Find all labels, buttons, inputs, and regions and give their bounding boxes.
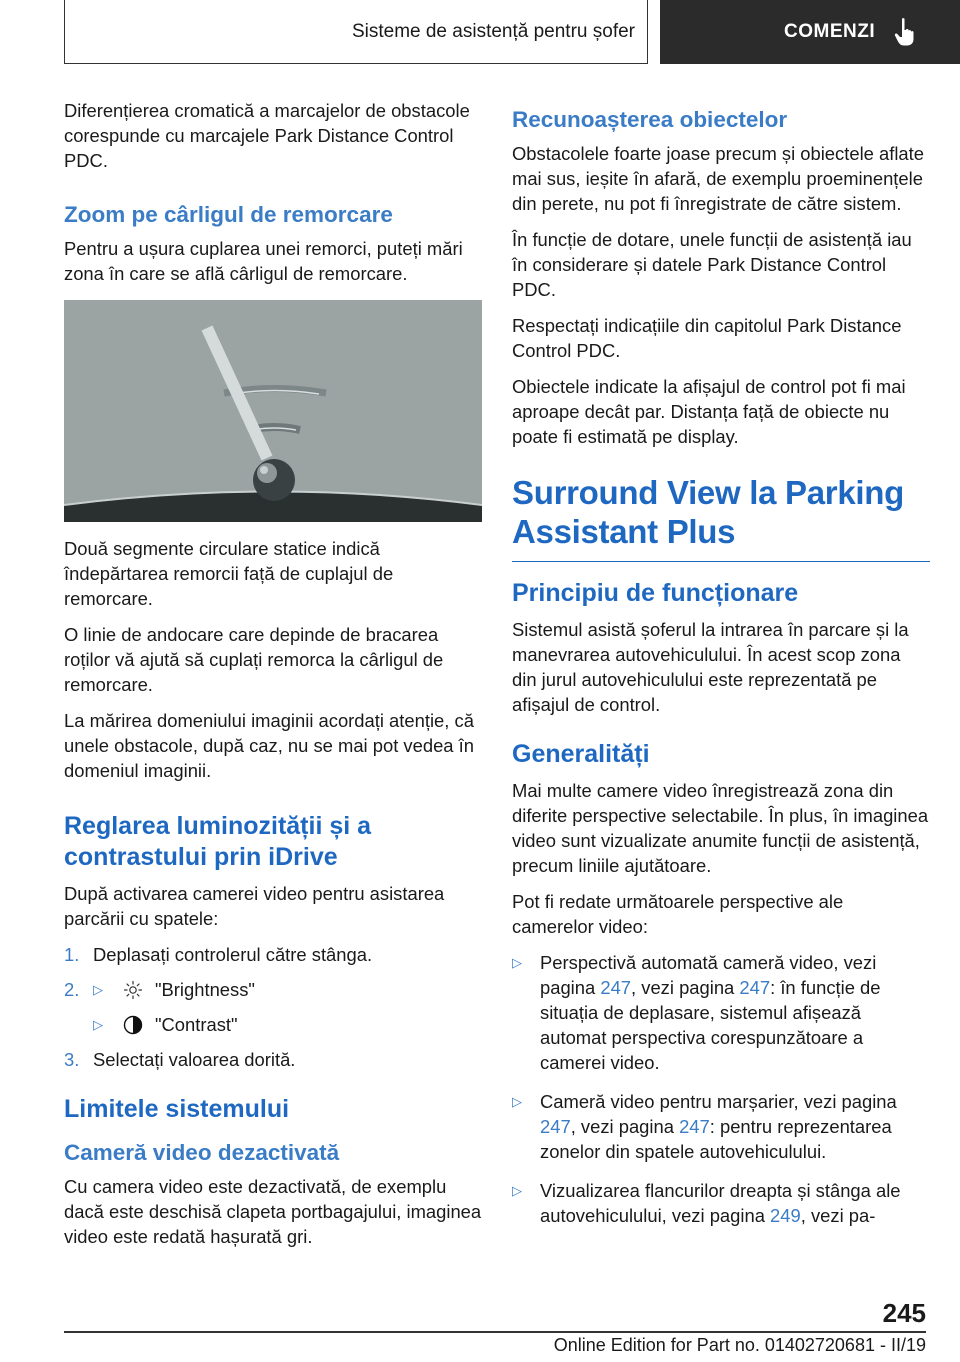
contrast-icon	[123, 1015, 143, 1035]
step-number: 1.	[64, 944, 80, 965]
general-paragraph-1: Mai multe camere video înregistrează zona din diferite perspective selectabile. În plus, în imaginea video sunt vizualizate anumite funcții de asistență, precum liniile ajutătoare.	[512, 780, 929, 876]
triangle-bullet-icon: ▷	[93, 1017, 103, 1032]
item-text: : în funcție de situația de deplasare, sistemul afișează automat perspectiva corespunzătoare a camerei video.	[540, 977, 881, 1073]
page-link[interactable]: 247	[540, 1116, 571, 1137]
section-title: Sisteme de asistență pentru șofer	[351, 20, 635, 42]
general-heading: Generalități	[512, 740, 650, 768]
step-number: 2.	[64, 979, 80, 1000]
tow-hitch-camera-image	[64, 300, 482, 522]
brightness-icon	[123, 980, 143, 1000]
objects-paragraph-4: Obiectele indicate la afișajul de control pot fi mai aproape decât par. Distanța față de obiecte nu poate fi estimată pe display.	[512, 376, 906, 447]
perspective-item	[512, 1089, 930, 1164]
page-link[interactable]: 249	[770, 1205, 801, 1226]
item-text: : pentru reprezentarea zonelor din spatele autovehiculului.	[540, 1116, 892, 1162]
left-column	[64, 98, 482, 1260]
item-text: , vezi pagina	[631, 977, 740, 998]
camera-disabled-paragraph: Cu camera video este dezactivată, de exemplu dacă este deschisă clapeta portbagajului, imaginea video este redată hașurată gri.	[64, 1176, 482, 1247]
brightness-heading: Reglarea luminozității și a contrastului prin iDrive	[64, 812, 372, 871]
step-3	[64, 1047, 482, 1072]
pointing-hand-icon	[893, 17, 919, 47]
triangle-bullet-icon: ▷	[512, 1094, 522, 1109]
running-header-section	[64, 0, 648, 64]
item-text: Perspectivă automată cameră video, vezi pagina	[540, 952, 877, 998]
step-text: "Brightness"	[155, 979, 255, 1000]
object-recognition-heading: Recunoașterea obiectelor	[512, 107, 788, 132]
docking-line-paragraph: O linie de andocare care depinde de bracarea roților vă ajută să cuplați remorca la cârligul de remorcare.	[64, 624, 444, 695]
page-link[interactable]: 247	[739, 977, 771, 998]
zoom-paragraph: Pentru a ușura cuplarea unei remorci, puteți mări zona în care se află cârligul de remorcare.	[64, 238, 463, 284]
step-text: Deplasați controlerul către stânga.	[93, 944, 373, 965]
item-text: Cameră video pentru marșarier, vezi pagina	[540, 1091, 897, 1112]
intro-paragraph: Diferențierea cromatică a marcajelor de obstacole corespunde cu marcajele Park Distance Control PDC.	[64, 100, 470, 171]
brightness-steps-continued	[64, 1047, 482, 1072]
objects-paragraph-3: Respectați indicațiile din capitolul Park Distance Control PDC.	[512, 315, 902, 361]
right-column	[512, 98, 930, 1242]
item-text: , vezi pa-	[800, 1205, 876, 1226]
zoom-heading: Zoom pe cârligul de remorcare	[64, 202, 393, 227]
chapter-label: COMENZI	[784, 21, 876, 42]
step-number: 3.	[64, 1049, 80, 1070]
objects-paragraph-2: În funcție de dotare, unele funcții de asistență iau în considerare și datele Park Distance Control PDC.	[512, 229, 912, 300]
contrast-option-text: "Contrast"	[155, 1014, 238, 1035]
page-number: 245	[882, 1298, 926, 1328]
page-link[interactable]: 247	[679, 1116, 710, 1137]
camera-disabled-heading: Cameră video dezactivată	[64, 1140, 340, 1165]
chapter-tab	[660, 0, 960, 64]
general-paragraph-2: Pot fi redate următoarele perspective ale camerelor video:	[512, 891, 844, 937]
perspective-list	[512, 950, 930, 1228]
brightness-steps	[64, 942, 482, 1002]
limits-heading: Limitele sistemului	[64, 1095, 290, 1123]
triangle-bullet-icon: ▷	[93, 982, 103, 997]
edition-text: Online Edition for Part no. 01402720681 - II/19	[553, 1335, 926, 1355]
footer-edition	[64, 1335, 926, 1356]
segments-paragraph: Două segmente circulare statice indică îndepărtarea remorcii față de cuplajul de remorcare.	[64, 538, 394, 609]
objects-paragraph-1: Obstacolele foarte joase precum și obiectele aflate mai sus, ieșite în afară, de exemplu proeminențele din perete, nu pot fi înregistrate de către sistem.	[512, 143, 924, 214]
principle-paragraph: Sistemul asistă șoferul la intrarea în parcare și la manevrarea autovehiculului. În acest scop zona din jurul autovehiculului este reprezentată pe afișajul de control.	[512, 619, 909, 715]
surround-view-heading: Surround View la Parking Assistant Plus	[512, 473, 930, 562]
zoom-warning-paragraph: La mărirea domeniului imaginii acordați atenție, că unele obstacole, după caz, nu se mai pot vedea în domeniul imaginii.	[64, 710, 474, 781]
step-2	[64, 977, 482, 1002]
perspective-item	[512, 1178, 930, 1228]
item-text: Vizualizarea flancurilor dreapta și stânga ale autovehiculului, vezi pagina	[540, 1180, 901, 1226]
triangle-bullet-icon: ▷	[512, 1183, 522, 1198]
triangle-bullet-icon: ▷	[512, 955, 522, 970]
brightness-intro: După activarea camerei video pentru asistarea parcării cu spatele:	[64, 883, 445, 929]
step-1	[64, 942, 482, 967]
footer-rule	[64, 1331, 926, 1333]
perspective-item	[512, 950, 930, 1075]
page-link[interactable]: 247	[600, 977, 632, 998]
step-2-contrast-option	[93, 1012, 482, 1037]
item-text: , vezi pagina	[570, 1116, 680, 1137]
step-text: Selectați valoarea dorită.	[93, 1049, 296, 1070]
principle-heading: Principiu de funcționare	[512, 579, 799, 607]
